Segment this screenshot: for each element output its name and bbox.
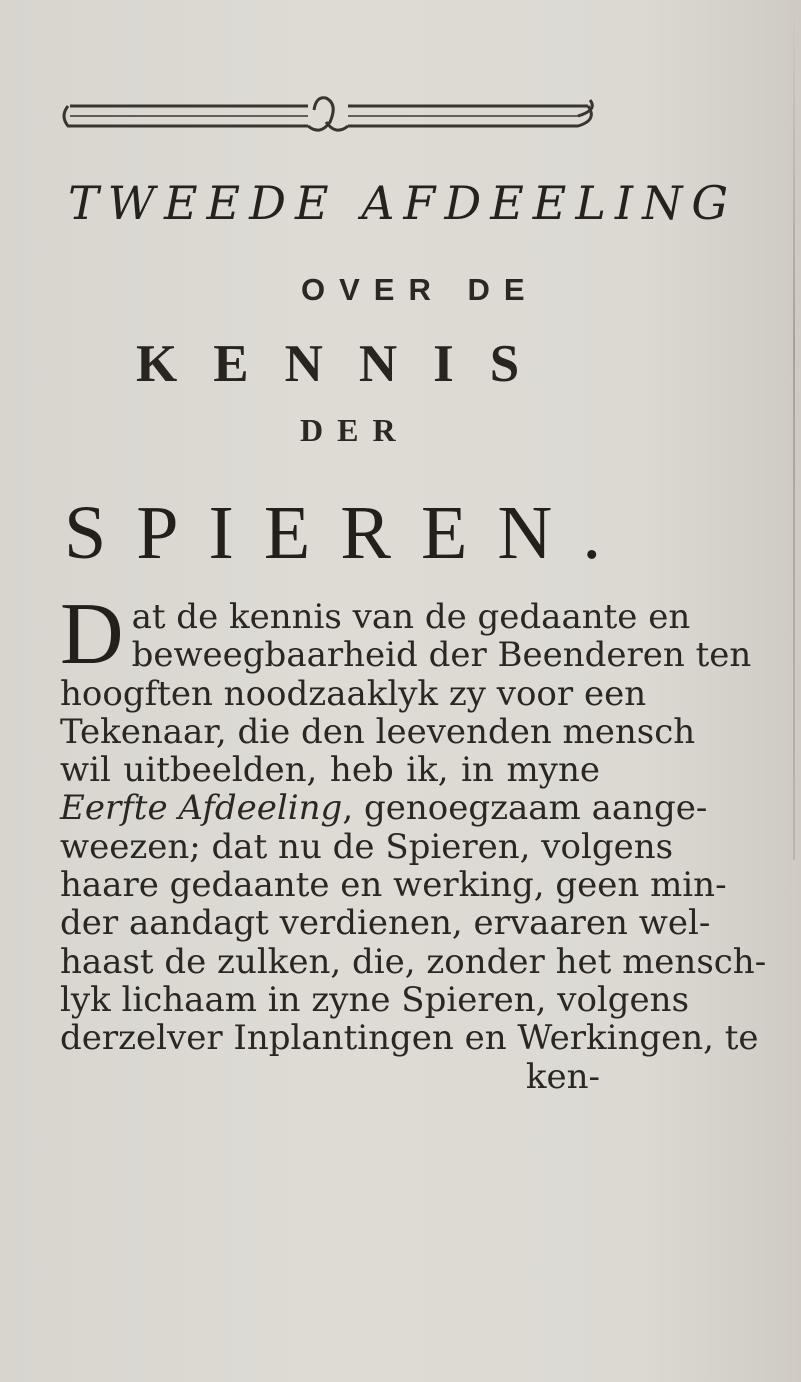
subtitle-der: DER xyxy=(300,412,410,448)
text-line: Tekenaar, die den leevenden mensch xyxy=(60,711,696,752)
catchword: ken- xyxy=(525,1056,600,1097)
text-line: lyk lichaam in zyne Spieren, volgens xyxy=(60,979,690,1020)
text-line: haare gedaante en werking, geen min- xyxy=(60,865,727,906)
drop-cap: D xyxy=(60,586,124,683)
subtitle-over-de: OVER DE xyxy=(301,272,539,307)
text-line: wil uitbeelden, heb ik, in myne xyxy=(60,750,600,791)
text-line: derzelver Inplantingen en Werkingen, te xyxy=(60,1018,759,1059)
text-line: weezen; dat nu de Spieren, volgens xyxy=(60,826,674,867)
text-line: haast de zulken, die, zonder het mensch- xyxy=(60,941,767,982)
text-line: der aandagt verdienen, ervaaren wel- xyxy=(60,903,711,944)
page-edge-shadow xyxy=(793,0,795,860)
text-line: hoogften noodzaaklyk zy voor een xyxy=(60,673,647,714)
subtitle-kennis: KENNIS xyxy=(136,335,556,393)
text-line: beweegbaarheid der Beenderen ten xyxy=(131,635,752,676)
text-line xyxy=(60,788,708,829)
subtitle-spieren: SPIEREN. xyxy=(64,491,632,575)
italic-reference: Eerfte Afdeeling xyxy=(60,788,343,829)
section-title: TWEEDE AFDEELING xyxy=(68,176,738,230)
text-line-rest: , genoegzaam aange- xyxy=(342,788,708,829)
body-paragraph xyxy=(60,586,767,1097)
header-ornament xyxy=(58,70,604,140)
text-line: at de kennis van de gedaante en xyxy=(131,597,691,637)
